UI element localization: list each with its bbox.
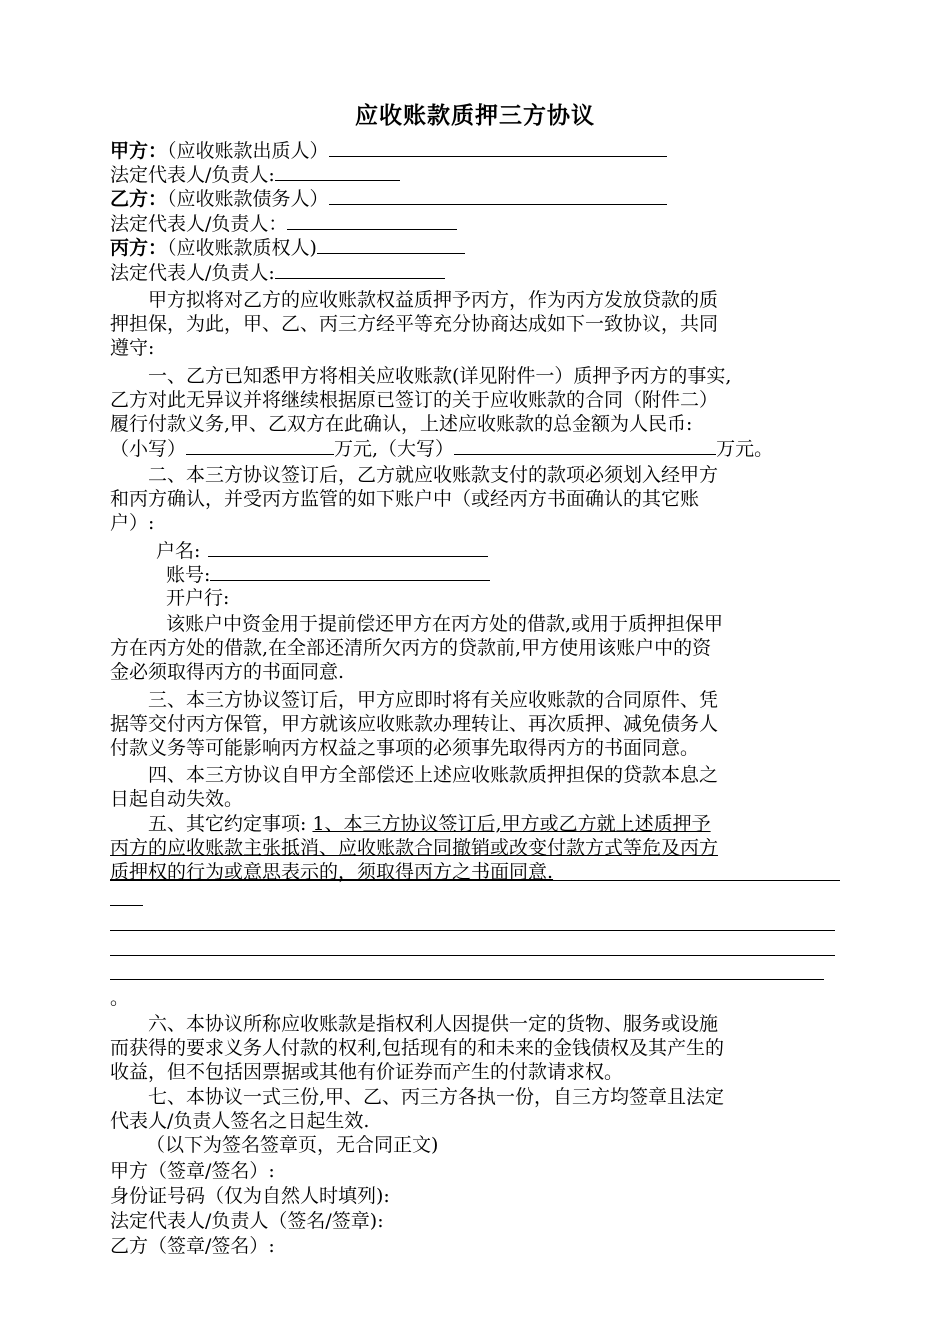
amount-line xyxy=(110,436,773,461)
party-b-rep-label: 法定代表人/负责人： xyxy=(110,213,288,235)
account-name-blank xyxy=(208,538,488,557)
clause1-line-3: 履行付款义务,甲、乙双方在此确认，上述应收账款的总金额为人民币: xyxy=(110,413,693,435)
account-name-line xyxy=(156,538,488,563)
party-c-label: 丙方： xyxy=(110,237,168,259)
party-a-line xyxy=(110,138,667,163)
party-c-rep-label: 法定代表人/负责人: xyxy=(110,262,275,284)
party-a-blank xyxy=(329,138,667,157)
clause2-line-2: 和丙方确认，并受丙方监管的如下账户中（或经丙方书面确认的其它账 xyxy=(110,488,700,510)
blank-rule-3 xyxy=(110,955,835,956)
clause5-text-1: 1、本三方协议签订后,甲方或乙方就上述质押予 xyxy=(312,813,711,835)
party-a-rep-line xyxy=(110,162,400,187)
clause1-line-1: 一、乙方已知悉甲方将相关应收账款(详见附件一）质押予丙方的事实, xyxy=(110,365,732,387)
account-note-line-2: 方在丙方处的借款,在全部还清所欠丙方的贷款前,甲方使用该账户中的资 xyxy=(110,637,712,659)
party-a-label: 甲方： xyxy=(110,140,168,162)
clause5-lead: 五、其它约定事项: xyxy=(110,813,313,835)
signature-legal-rep: 法定代表人/负责人（签名/签章): xyxy=(110,1210,384,1232)
intro-line-1: 甲方拟将对乙方的应收账款权益质押予丙方，作为丙方发放贷款的质 xyxy=(110,289,719,311)
party-a-rep-label: 法定代表人/负责人: xyxy=(110,164,275,186)
signature-party-a: 甲方（签章/签名）: xyxy=(110,1160,275,1182)
account-name-label: 户名: xyxy=(156,540,201,562)
party-b-desc: （应收账款债务人） xyxy=(167,188,329,210)
party-b-blank xyxy=(329,186,667,205)
amount-small-blank xyxy=(186,436,334,455)
party-b-label: 乙方： xyxy=(110,188,168,210)
clause7-line-2: 代表人/负责人签名之日起生效. xyxy=(110,1110,370,1132)
intro-line-3: 遵守: xyxy=(110,337,155,359)
clause5-line-2: 丙方的应收账款主张抵消、应收账款合同撤销或改变付款方式等危及丙方 xyxy=(110,837,719,859)
party-a-desc: （应收账款出质人） xyxy=(167,140,329,162)
signature-id-number: 身份证号码（仅为自然人时填列): xyxy=(110,1185,390,1207)
party-c-blank xyxy=(317,235,465,254)
blank-end-mark: 。 xyxy=(110,987,130,1009)
document-title: 应收账款质押三方协议 xyxy=(355,102,595,129)
party-a-rep-blank xyxy=(275,162,400,181)
amount-unit-1: 万元,（大写） xyxy=(334,438,455,460)
party-b-rep-blank xyxy=(287,211,457,230)
signature-party-b: 乙方（签章/签名）: xyxy=(110,1235,275,1257)
clause7-line-1: 七、本协议一式三份,甲、乙、丙三方各执一份，自三方均签章且法定 xyxy=(110,1086,725,1108)
party-c-rep-blank xyxy=(275,260,445,279)
party-c-line xyxy=(110,235,465,260)
blank-rule-2 xyxy=(110,930,835,931)
clause6-line-2: 而获得的要求义务人付款的权利,包括现有的和未来的金钱债权及其产生的 xyxy=(110,1037,725,1059)
intro-line-2: 押担保，为此，甲、乙、丙三方经平等充分协商达成如下一致协议，共同 xyxy=(110,313,719,335)
clause6-line-3: 收益，但不包括因票据或其他有价证券而产生的付款请求权。 xyxy=(110,1061,624,1083)
clause3-line-1: 三、本三方协议签订后，甲方应即时将有关应收账款的合同原件、凭 xyxy=(110,689,719,711)
clause2-line-1: 二、本三方协议签订后，乙方就应收账款支付的款项必须划入经甲方 xyxy=(110,464,719,486)
clause6-line-1: 六、本协议所称应收账款是指权利人因提供一定的货物、服务或设施 xyxy=(110,1013,719,1035)
account-note-line-3: 金必须取得丙方的书面同意. xyxy=(110,661,345,683)
account-number-label: 账号: xyxy=(166,564,211,586)
clause3-line-2: 据等交付丙方保管，甲方就该应收账款办理转让、再次质押、减免债务人 xyxy=(110,713,719,735)
blank-rule-4 xyxy=(110,979,824,980)
party-b-line xyxy=(110,186,667,211)
clause4-line-2: 日起自动失效。 xyxy=(110,788,244,810)
clause2-line-3: 户）: xyxy=(110,512,155,534)
amount-small-label: （小写） xyxy=(110,438,187,460)
account-note-line-1: 该账户中资金用于提前偿还甲方在丙方处的借款,或用于质押担保甲 xyxy=(166,613,724,635)
party-b-rep-line xyxy=(110,211,457,236)
account-number-line xyxy=(166,562,490,587)
party-c-rep-line xyxy=(110,260,445,285)
clause3-line-3: 付款义务等可能影响丙方权益之事项的必须事先取得丙方的书面同意。 xyxy=(110,737,700,759)
account-number-blank xyxy=(210,562,490,581)
blank-rule-1 xyxy=(110,905,143,906)
amount-unit-2: 万元。 xyxy=(716,438,774,460)
clause5-underline-fill xyxy=(110,880,840,881)
clause5-text-3: 质押权的行为或意思表示的，须取得丙方之书面同意. xyxy=(110,861,554,883)
party-c-desc: （应收账款质权人) xyxy=(167,237,317,259)
clause1-line-2: 乙方对此无异议并将继续根据原已签订的关于应收账款的合同（附件二） xyxy=(110,389,719,411)
clause4-line-1: 四、本三方协议自甲方全部偿还上述应收账款质押担保的贷款本息之 xyxy=(110,764,719,786)
clause5-line-1 xyxy=(110,812,711,836)
account-bank-line: 开户行: xyxy=(166,587,230,609)
sign-note: （以下为签名签章页，无合同正文) xyxy=(146,1134,439,1156)
amount-large-blank xyxy=(454,436,716,455)
